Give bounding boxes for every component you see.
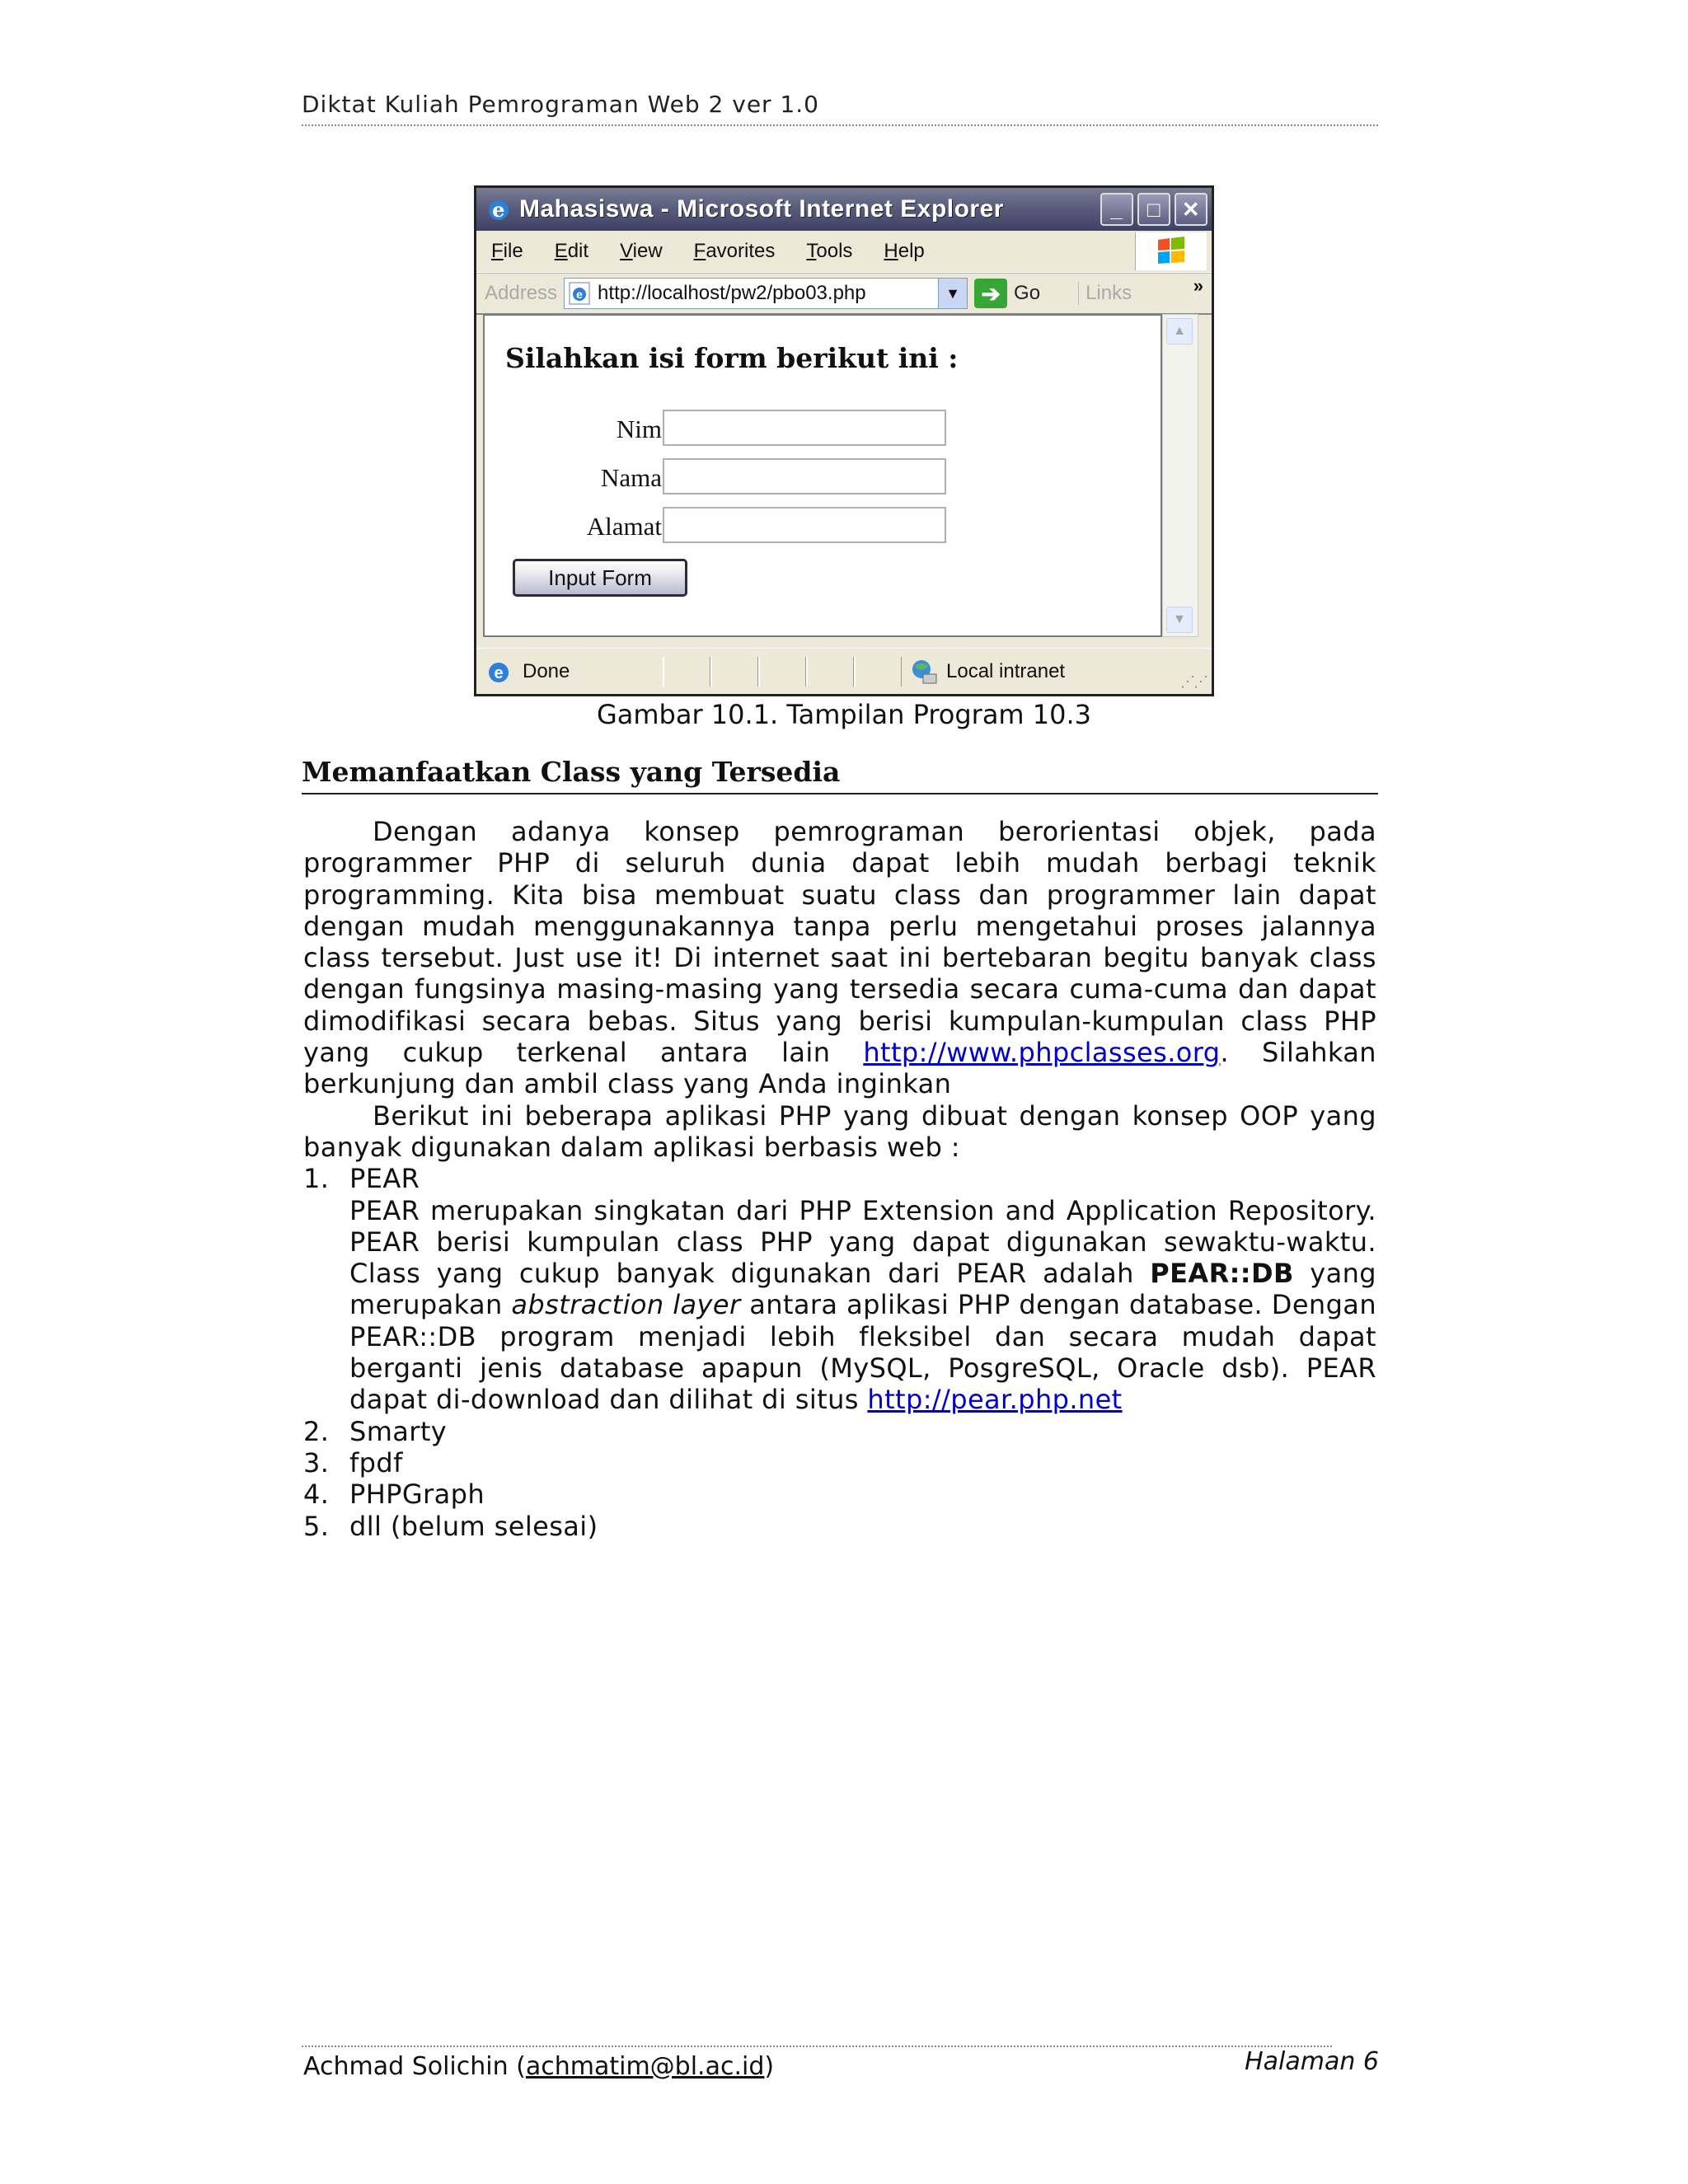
menu-edit[interactable]: Edit xyxy=(554,240,589,262)
chevron-down-icon[interactable]: ▼ xyxy=(938,279,967,308)
status-segment xyxy=(854,657,902,687)
go-button[interactable]: Go xyxy=(1014,282,1041,304)
nama-input[interactable] xyxy=(663,458,946,494)
browser-window xyxy=(474,185,1214,696)
status-segment xyxy=(758,657,806,687)
page-header: Diktat Kuliah Pemrograman Web 2 ver 1.0 xyxy=(302,91,1378,126)
paragraph-1-text-end: . Silahkan berkunjung dan ambil class yang Anda inginkan xyxy=(303,1037,1376,1100)
title-bar xyxy=(476,188,1212,231)
go-arrow-icon[interactable]: ➔ xyxy=(974,279,1007,308)
body-text xyxy=(303,816,1376,1542)
abstraction-layer-italic: abstraction layer xyxy=(511,1289,741,1321)
address-field[interactable] xyxy=(564,278,968,309)
list-item xyxy=(303,1479,1376,1510)
paragraph-2: Berikut ini beberapa aplikasi PHP yang dibuat dengan konsep OOP yang banyak digunakan dalam aplikasi berbasis web : xyxy=(303,1099,1376,1163)
intranet-globe-icon xyxy=(910,658,940,686)
windows-logo-icon xyxy=(1135,232,1207,270)
list-item xyxy=(303,1416,1376,1447)
svg-text:e: e xyxy=(494,663,504,682)
page-number: Halaman 6 xyxy=(1245,2047,1379,2076)
url-text: http://localhost/pw2/pbo03.php xyxy=(598,282,866,304)
alamat-input[interactable] xyxy=(663,507,946,543)
list-number: 4. xyxy=(303,1479,330,1511)
status-segment xyxy=(710,657,758,687)
svg-text:e: e xyxy=(576,288,583,301)
status-segment xyxy=(806,657,854,687)
pear-desc-text: yang merupakan xyxy=(349,1258,1377,1321)
scroll-up-icon[interactable]: ▲ xyxy=(1166,318,1193,344)
list-item xyxy=(303,1447,1376,1479)
status-text: Done xyxy=(523,659,570,682)
list-item-text: fpdf xyxy=(349,1446,403,1479)
author-email-link[interactable]: achmatim@bl.ac.id xyxy=(525,2052,765,2081)
list-item-text: Smarty xyxy=(349,1415,448,1447)
author-name: Achmad Solichin ( xyxy=(303,2052,526,2081)
nim-label: Nim xyxy=(616,415,662,443)
address-label: Address xyxy=(485,282,558,304)
section-heading: Memanfaatkan Class yang Tersedia xyxy=(302,756,1378,794)
page-icon xyxy=(566,280,593,307)
form-row-nim xyxy=(485,410,946,449)
status-bar xyxy=(476,648,1212,694)
resize-grip-icon[interactable]: ⋰⋰ xyxy=(1180,673,1207,690)
menu-bar xyxy=(476,231,1212,273)
phpclasses-link[interactable]: http://www.phpclasses.org xyxy=(863,1037,1221,1069)
pear-link[interactable]: http://pear.php.net xyxy=(867,1384,1123,1416)
nama-label: Nama xyxy=(600,463,662,492)
menu-tools[interactable]: Tools xyxy=(806,240,853,262)
paragraph-1-text: Dengan adanya konsep pemrograman berorientasi objek, pada programmer PHP di seluruh dunia dapat lebih mudah berbagi teknik programming. Kita bisa membuat suatu class dan programmer lain dapat dengan mudah menggunakannya tanpa perlu mengetahui proses jalannya class tersebut. Just use it! Di internet saat ini bertebaran begitu banyak class dengan fungsinya masing-masing yang tersedia secara cuma-cuma dan dapat dimodifikasi secara bebas. Situs yang berisi kumpulan-kumpulan class PHP yang cukup terkenal antara lain xyxy=(303,816,1376,1069)
pear-desc-text: antara aplikasi PHP dengan database. Dengan PEAR::DB program menjadi lebih fleksibel dan secara mudah dapat berganti jenis database apapun (MySQL, PosgreSQL, Oracle dsb). PEAR dapat di-download dan dilihat di situs xyxy=(349,1289,1376,1416)
ie-logo-icon xyxy=(485,195,513,223)
menu-file[interactable]: File xyxy=(491,240,523,262)
pear-desc-text: PEAR merupakan singkatan dari PHP Extension and Application Repository. PEAR berisi kumpulan class PHP yang dapat digunakan sewaktu-waktu. Class yang cukup banyak digunakan dari PEAR adalah xyxy=(349,1194,1376,1290)
list-item xyxy=(303,1511,1376,1542)
page-viewport xyxy=(483,314,1162,637)
minimize-button[interactable]: _ xyxy=(1100,193,1133,226)
maximize-button[interactable]: □ xyxy=(1137,193,1170,226)
scroll-down-icon[interactable]: ▼ xyxy=(1166,607,1193,633)
chevron-right-icon[interactable]: » xyxy=(1193,275,1203,296)
window-title: Mahasiswa - Microsoft Internet Explorer xyxy=(519,195,1004,223)
paragraph-1 xyxy=(303,816,1376,1100)
alamat-label: Alamat xyxy=(586,512,662,541)
menu-favorites[interactable]: Favorites xyxy=(693,240,776,262)
links-label[interactable]: Links xyxy=(1078,282,1132,305)
list-number: 2. xyxy=(303,1415,330,1447)
list-item-pear xyxy=(303,1163,1376,1415)
svg-text:e: e xyxy=(492,198,505,222)
input-form-button[interactable]: Input Form xyxy=(513,559,687,597)
address-bar xyxy=(476,273,1212,315)
menu-help[interactable]: Help xyxy=(884,240,925,262)
list-number: 5. xyxy=(303,1510,330,1542)
author-close-paren: ) xyxy=(764,2052,775,2081)
list-number: 1. xyxy=(303,1163,330,1195)
list-item-text: PHPGraph xyxy=(349,1479,485,1511)
form-row-nama xyxy=(485,458,946,498)
form-heading: Silahkan isi form berikut ini : xyxy=(505,342,959,374)
figure-caption: Gambar 10.1. Tampilan Program 10.3 xyxy=(596,699,1092,730)
list-number: 3. xyxy=(303,1446,330,1479)
menu-view[interactable]: View xyxy=(620,240,663,262)
footer-divider xyxy=(302,2046,1332,2047)
list-item-title: PEAR xyxy=(349,1163,420,1195)
pear-db-bold: PEAR::DB xyxy=(1150,1258,1294,1290)
pear-description xyxy=(349,1195,1376,1416)
zone-text: Local intranet xyxy=(946,659,1066,682)
nim-input[interactable] xyxy=(663,410,946,446)
scrollbar[interactable] xyxy=(1162,314,1198,637)
form-row-alamat xyxy=(485,507,946,546)
footer-author xyxy=(303,2052,774,2081)
list-item-text: dll (belum selesai) xyxy=(349,1510,598,1542)
status-segment xyxy=(663,657,710,687)
close-button[interactable]: ✕ xyxy=(1175,193,1207,226)
ie-page-icon xyxy=(485,658,513,686)
